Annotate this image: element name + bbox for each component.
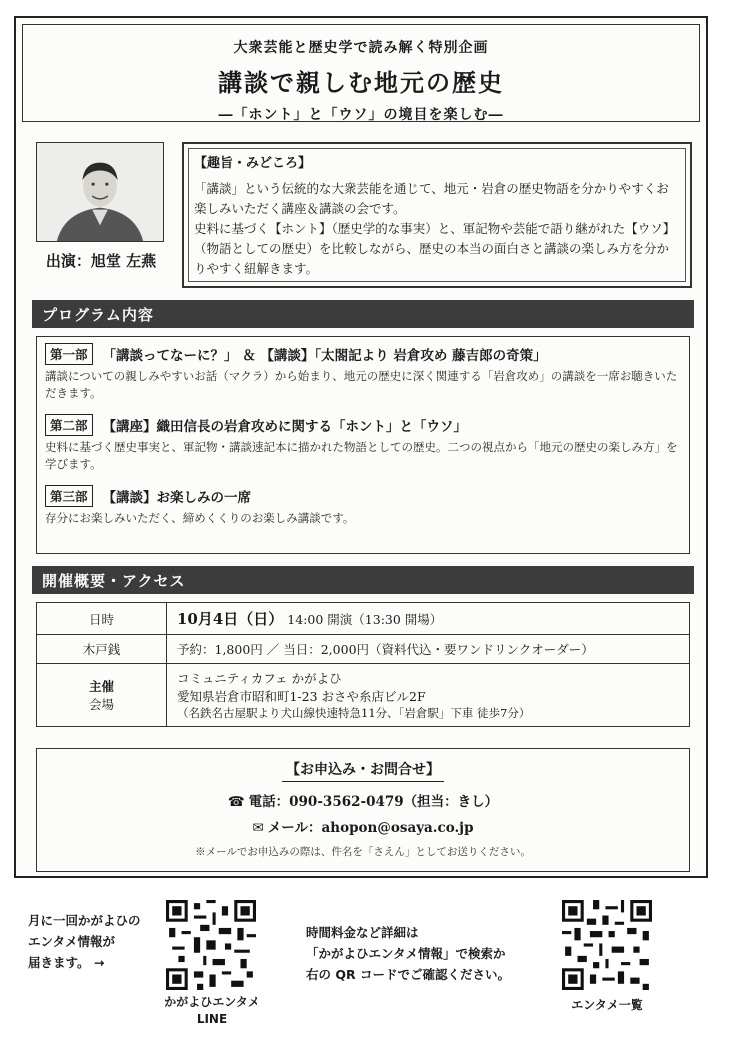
venue-address: 愛知県岩倉市昭和町1-23 おさや糸店ビル2F — [177, 689, 426, 704]
part-description: 存分にお楽しみいただく、締めくくりのお楽しみ講談です。 — [45, 511, 355, 525]
qr-line-caption-1: かがよひエンタメ — [164, 995, 260, 1009]
part-badge: 第一部 — [45, 343, 93, 365]
venue-label: 会場 — [88, 697, 114, 712]
program-part-1 — [45, 343, 681, 402]
part-description: 史料に基づく歴史事実と、軍記物・講談速記本に描かれた物語としての歴史。二つの視点から「地元の歴史の楽しみ方」を学びます。 — [45, 440, 678, 471]
header-tagline: ―「ホント」と「ウソ」の境目を楽しむ― — [218, 107, 504, 123]
contact-email[interactable]: メール：ahopon@osaya.co.jp — [267, 820, 474, 836]
detail-info — [306, 922, 546, 985]
contact-heading: 【お申込み・お問合せ】 — [282, 759, 444, 782]
contact-phone[interactable]: 電話：090-3562-0479（担当：きし） — [248, 794, 499, 810]
mail-icon: ✉ — [252, 820, 264, 836]
host-label: 主催 — [88, 679, 114, 694]
detail-line-1: 時間料金など詳細は — [306, 925, 419, 940]
contact-note: ※メールでお申込みの際は、件名を「さえん」としてお送りください。 — [195, 846, 531, 858]
table-row — [37, 635, 690, 664]
part-title: 【講談】お楽しみの一席 — [102, 490, 252, 506]
header-box — [22, 24, 700, 122]
venue-label-cell — [37, 664, 167, 727]
date-label: 日時 — [37, 603, 167, 635]
date-value: 10月4日（日） — [177, 610, 284, 628]
performer-name: 出演：旭堂 左燕 — [45, 252, 157, 270]
time-value: 14:00 開演（13:30 開場） — [287, 612, 443, 627]
table-row — [37, 664, 690, 727]
qr-code-entertainment-list[interactable] — [562, 900, 652, 990]
contact-box — [36, 748, 690, 872]
performer-photo — [36, 142, 164, 242]
program-section-bar: プログラム内容 — [32, 300, 694, 328]
date-cell — [167, 603, 690, 635]
intent-box — [182, 142, 692, 288]
qr-list-caption: エンタメ一覧 — [571, 998, 643, 1012]
monthly-line-1: 月に一回かがよひの — [28, 913, 141, 928]
part-title: 【講座】織田信長の岩倉攻めに関する「ホント」と「ウソ」 — [102, 419, 468, 435]
qr-line-caption-2: LINE — [196, 1012, 228, 1026]
fee-value: 予約：1,800円 ／ 当日：2,000円（資料代込・要ワンドリンクオーダー） — [167, 635, 690, 664]
monthly-line-3: 届きます。 → — [28, 955, 105, 970]
access-section-bar: 開催概要・アクセス — [32, 566, 694, 594]
part-title: 「講談ってなーに？」 ＆ 【講談】「太閤記より 岩倉攻め 藤吉郎の奇策」 — [102, 348, 547, 364]
page-title: 講談で親しむ地元の歴史 — [218, 68, 504, 97]
venue-cell — [167, 664, 690, 727]
performer-portrait-image — [37, 143, 163, 241]
flyer-frame — [14, 16, 708, 878]
table-row — [37, 603, 690, 635]
monthly-line-2: エンタメ情報が — [28, 934, 116, 949]
footer — [0, 880, 740, 1046]
qr-line-caption — [150, 994, 274, 1028]
contact-phone-line — [37, 790, 689, 810]
detail-line-3: 右の QR コードでご確認ください。 — [306, 967, 510, 982]
venue-directions: （名鉄名古屋駅より犬山線快速特急11分、「岩倉駅」下車 徒歩7分） — [177, 706, 531, 720]
header-subtitle: 大衆芸能と歴史学で読み解く特別企画 — [233, 40, 489, 56]
qr-code-line[interactable] — [166, 900, 256, 990]
intent-para-1: 「講談」という伝統的な大衆芸能を通じて、地元・岩倉の歴史物語を分かりやすくお楽しみいただく講座＆講談の会です。 — [194, 181, 669, 216]
intent-heading: 【趣旨・みどころ】 — [194, 156, 312, 171]
access-table — [36, 602, 690, 727]
detail-line-2: 「かがよひエンタメ情報」で検索か — [306, 946, 506, 961]
intent-para-2: 史料に基づく【ホント】（歴史学的な事実）と、軍記物や芸能で語り継がれた【ウソ】（物語としての歴史）を比較しながら、歴史の本当の面白さと講談の楽しみ方を分かりやすく紐解きます。 — [194, 221, 676, 276]
program-part-2 — [45, 414, 681, 473]
program-part-3 — [45, 485, 681, 527]
part-badge: 第三部 — [45, 485, 93, 507]
program-box — [36, 336, 690, 554]
venue-name: コミュニティカフェ かがよひ — [177, 671, 342, 686]
part-badge: 第二部 — [45, 414, 93, 436]
fee-label: 木戸銭 — [37, 635, 167, 664]
phone-icon: ☎ — [227, 794, 245, 810]
contact-email-line — [37, 816, 689, 836]
monthly-info — [28, 910, 158, 973]
part-description: 講談についての親しみやすいお話（マクラ）から始まり、地元の歴史に深く関連する「岩倉攻め」の講談を一席お聴きいただきます。 — [45, 369, 678, 400]
